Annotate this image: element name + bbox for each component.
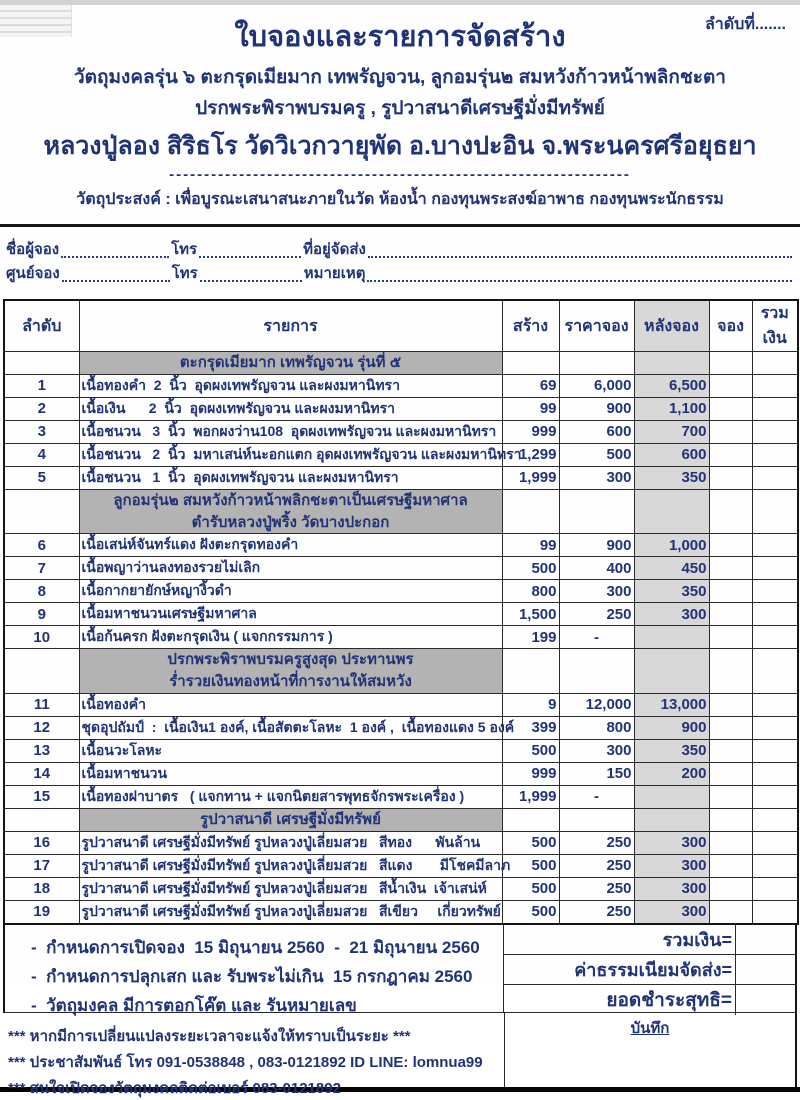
post-order-price-cell: 200 (634, 762, 709, 785)
item-row (4, 716, 798, 739)
order-qty-cell (709, 716, 752, 739)
qty-made-cell: 999 (502, 762, 559, 785)
col-header-item: รายการ (79, 300, 502, 352)
qty-made-cell: 1,999 (502, 785, 559, 808)
item-description: เนื้อทองคำ 2 นิ้ว อุดผงเทพรัญจวน และผงมหานิทรา (79, 374, 502, 397)
item-row (4, 374, 798, 397)
post-order-price-cell: 300 (634, 900, 709, 924)
row-number-cell: 15 (4, 785, 79, 808)
qty-made-cell: 500 (502, 831, 559, 854)
post-order-price-cell: 13,000 (634, 693, 709, 716)
qty-made-cell: 500 (502, 877, 559, 900)
order-qty-cell (709, 739, 752, 762)
item-description: เนื้อนวะโลหะ (79, 739, 502, 762)
page-title: ใบจองและรายการจัดสร้าง (234, 21, 566, 53)
booking-center-label: ศูนย์จอง (6, 265, 60, 282)
dotted-fill-line (199, 256, 301, 258)
order-qty-cell (709, 374, 752, 397)
schedule-notes-cell (3, 925, 504, 1013)
total-amount-row (504, 925, 795, 955)
post-order-price-cell (634, 352, 709, 375)
row-number-cell: 4 (4, 443, 79, 466)
qty-made-cell: 69 (502, 374, 559, 397)
order-table-body (4, 352, 798, 924)
section-title: ปรกพระพิราพบรมครูสูงสุด ประทานพร ร่ำรวยเงินทองหน้าที่การงานให้สมหวัง (79, 649, 502, 694)
item-row (4, 603, 798, 626)
qty-made-cell (502, 649, 559, 694)
pre-order-price-cell: 900 (559, 397, 634, 420)
shipping-fee-box (735, 955, 795, 984)
post-order-price-cell: 1,000 (634, 534, 709, 557)
pre-order-price-cell: - (559, 626, 634, 649)
item-description: เนื้อเสน่ห์จันทร์แดง ฝังตะกรุดทองคำ (79, 534, 502, 557)
qty-made-cell: 800 (502, 580, 559, 603)
subtitle-line-1: วัตถุมงคลรุ่น ๖ ตะกรุดเมียมาก เทพรัญจวน, ลูกอมรุ่น๒ สมหวังก้าวหน้าพลิกชะตา (74, 67, 726, 88)
order-qty-cell (709, 466, 752, 489)
booking-center-line (6, 261, 794, 285)
row-total-cell (752, 397, 798, 420)
phone-label: โทร (171, 241, 198, 258)
row-total-cell (752, 785, 798, 808)
qty-made-cell: 500 (502, 854, 559, 877)
row-number-cell: 13 (4, 739, 79, 762)
item-description: รูปวาสนาดี เศรษฐีมั่งมีทรัพย์ รูปหลวงปู่เลี่ยมสวย สีแดง มีโชคมีลาภ (79, 854, 502, 877)
item-description: เนื้อเงิน 2 นิ้ว อุดผงเทพรัญจวน และผงมหานิทรา (79, 397, 502, 420)
footnote: *** หากมีการเปลี่ยนแปลงระยะเวลาจะแจ้งให้ทราบเป็นระยะ *** (8, 1027, 411, 1045)
column-header-row (4, 300, 798, 352)
pre-order-price-cell: 300 (559, 466, 634, 489)
row-total-cell (752, 466, 798, 489)
pre-order-price-cell: 300 (559, 739, 634, 762)
pre-order-price-cell: 6,000 (559, 374, 634, 397)
row-total-cell (752, 739, 798, 762)
order-qty-cell (709, 854, 752, 877)
item-description: รูปวาสนาดี เศรษฐีมั่งมีทรัพย์ รูปหลวงปู่เลี่ยมสวย สีน้ำเงิน เจ้าเสน่ห์ (79, 877, 502, 900)
qty-made-cell: 9 (502, 693, 559, 716)
section-header-row (4, 352, 798, 375)
post-order-price-cell: 350 (634, 580, 709, 603)
qty-made-cell: 1,500 (502, 603, 559, 626)
order-qty-cell (709, 626, 752, 649)
dotted-fill-line (62, 280, 170, 282)
section-index-cell (4, 808, 79, 831)
order-qty-cell (709, 489, 752, 534)
order-qty-cell (709, 420, 752, 443)
item-description: เนื้อชนวน 1 นิ้ว อุดผงเทพรัญจวน และผงมหานิทรา (79, 466, 502, 489)
order-items-table (3, 299, 799, 925)
item-description: เนื้อพญาว่านลงทองรวยไม่เลิก (79, 557, 502, 580)
footnotes-block (3, 1013, 504, 1097)
item-description: เนื้อมหาชนวน (79, 762, 502, 785)
qty-made-cell: 1,299 (502, 443, 559, 466)
shipping-address-label: ที่อยู่จัดส่ง (303, 241, 366, 258)
col-header-after-price: หลังจอง (634, 300, 709, 352)
section-title: รูปวาสนาดี เศรษฐีมั่งมีทรัพย์ (79, 808, 502, 831)
row-total-cell (752, 557, 798, 580)
dotted-fill-line (368, 256, 792, 258)
order-qty-cell (709, 808, 752, 831)
post-order-price-cell: 300 (634, 854, 709, 877)
qty-made-cell: 500 (502, 739, 559, 762)
row-number-cell: 9 (4, 603, 79, 626)
item-row (4, 557, 798, 580)
row-number-cell: 19 (4, 900, 79, 924)
pre-order-price-cell (559, 649, 634, 694)
col-header-preorder-price: ราคาจอง (559, 300, 634, 352)
dotted-fill-line (200, 280, 302, 282)
remark-label: หมายเหตุ (303, 265, 366, 282)
row-total-cell (752, 603, 798, 626)
post-order-price-cell (634, 649, 709, 694)
pre-order-price-cell: 250 (559, 900, 634, 924)
col-header-order-qty: จอง (709, 300, 752, 352)
post-order-price-cell (634, 808, 709, 831)
order-qty-cell (709, 877, 752, 900)
order-qty-cell (709, 534, 752, 557)
post-order-price-cell: 1,100 (634, 397, 709, 420)
item-description: เนื้อชนวน 3 นิ้ว พอกผงว่าน108 อุดผงเทพรัญจวน และผงมหานิทรา (79, 420, 502, 443)
row-number-cell: 10 (4, 626, 79, 649)
qty-made-cell: 199 (502, 626, 559, 649)
row-number-cell: 11 (4, 693, 79, 716)
pre-order-price-cell: 250 (559, 877, 634, 900)
row-number-cell: 8 (4, 580, 79, 603)
item-description: รูปวาสนาดี เศรษฐีมั่งมีทรัพย์ รูปหลวงปู่เลี่ยมสวย สีเขียว เกี่ยวทรัพย์ (79, 900, 502, 924)
row-total-cell (752, 443, 798, 466)
pre-order-price-cell: 800 (559, 716, 634, 739)
item-description: เนื้อทองคำ (79, 693, 502, 716)
post-order-price-cell: 300 (634, 877, 709, 900)
pre-order-price-cell: 900 (559, 534, 634, 557)
section-index-cell (4, 489, 79, 534)
dotted-fill-line (61, 256, 169, 258)
row-total-cell (752, 626, 798, 649)
item-description: เนื้อทองฝาบาตร ( แจกทาน + แจกนิตยสารพุทธจักรพระเครื่อง ) (79, 785, 502, 808)
post-order-price-cell (634, 626, 709, 649)
row-total-cell (752, 534, 798, 557)
item-row (4, 580, 798, 603)
row-total-cell (752, 420, 798, 443)
row-number-cell: 7 (4, 557, 79, 580)
memo-box (504, 1013, 797, 1087)
pre-order-price-cell: 500 (559, 443, 634, 466)
order-qty-cell (709, 900, 752, 924)
pre-order-price-cell: 150 (559, 762, 634, 785)
pre-order-price-cell (559, 352, 634, 375)
pre-order-price-cell: 250 (559, 603, 634, 626)
subtitle-line-2: ปรกพระพิราพบรมครู , รูปวาสนาดีเศรษฐีมั่งมีทรัพย์ (195, 98, 605, 119)
purpose-line: วัตถุประสงค์ : เพื่อบูรณะเสนาสนะภายในวัด ห้องน้ำ กองทุนพระสงฆ์อาพาธ กองทุนพระนักธรรม (76, 191, 724, 208)
qty-made-cell: 500 (502, 900, 559, 924)
qty-made-cell (502, 352, 559, 375)
row-total-cell (752, 854, 798, 877)
pre-order-price-cell: 300 (559, 580, 634, 603)
qty-made-cell: 500 (502, 557, 559, 580)
order-qty-cell (709, 649, 752, 694)
row-number-cell: 2 (4, 397, 79, 420)
pre-order-price-cell: 250 (559, 854, 634, 877)
row-number-cell: 17 (4, 854, 79, 877)
row-number-cell: 1 (4, 374, 79, 397)
dashed-divider: ------------------------------------------------------------------ (169, 166, 631, 183)
order-qty-cell (709, 693, 752, 716)
item-row (4, 626, 798, 649)
form-header (0, 5, 800, 227)
item-description: เนื้อชนวน 2 นิ้ว มหาเสน่ห์นะอกแตก อุดผงเทพรัญจวน และผงมหานิทรา (79, 443, 502, 466)
booker-line (6, 237, 794, 261)
row-total-cell (752, 762, 798, 785)
item-description: เนื้อก้นครก ฝังตะกรุดเงิน ( แจกกรรมการ ) (79, 626, 502, 649)
section-title: ตะกรุดเมียมาก เทพรัญจวน รุ่นที่ ๕ (79, 352, 502, 375)
booking-info-area (0, 227, 800, 291)
memo-label: บันทึก (630, 1019, 670, 1037)
schedule-note: - กำหนดการเปิดจอง 15 มิถุนายน 2560 - 21 มิถุนายน 2560 (31, 937, 480, 957)
row-total-cell (752, 580, 798, 603)
qty-made-cell: 999 (502, 420, 559, 443)
row-total-cell (752, 693, 798, 716)
total-amount-box (735, 925, 795, 954)
row-total-cell (752, 374, 798, 397)
footnote: *** สนใจเปิดจองวัตถุมงคลติดต่อเบอร์ 083-0121892 (8, 1079, 341, 1097)
post-order-price-cell: 450 (634, 557, 709, 580)
section-header-row (4, 489, 798, 534)
row-total-cell (752, 831, 798, 854)
booker-name-label: ชื่อผู้จอง (6, 241, 60, 258)
col-header-made: สร้าง (502, 300, 559, 352)
row-number-cell: 3 (4, 420, 79, 443)
order-qty-cell (709, 785, 752, 808)
post-order-price-cell: 900 (634, 716, 709, 739)
item-row (4, 420, 798, 443)
row-total-cell (752, 900, 798, 924)
item-description: รูปวาสนาดี เศรษฐีมั่งมีทรัพย์ รูปหลวงปู่เลี่ยมสวย สีทอง พันล้าน (79, 831, 502, 854)
temple-name-line: หลวงปู่ลอง สิริธโร วัดวิเวกวายุพัด อ.บางปะอิน จ.พระนครศรีอยุธยา (43, 132, 757, 160)
item-row (4, 534, 798, 557)
qty-made-cell (502, 489, 559, 534)
item-row (4, 900, 798, 924)
item-row (4, 831, 798, 854)
order-qty-cell (709, 443, 752, 466)
section-header-row (4, 808, 798, 831)
item-row (4, 762, 798, 785)
item-row (4, 693, 798, 716)
pre-order-price-cell: - (559, 785, 634, 808)
pre-order-price-cell: 400 (559, 557, 634, 580)
item-description: ชุดอุปถัมป์ : เนื้อเงิน1 องค์, เนื้อสัตตะโลหะ 1 องค์ , เนื้อทองแดง 5 องค์ (79, 716, 502, 739)
row-number-cell: 14 (4, 762, 79, 785)
item-row (4, 785, 798, 808)
row-total-cell (752, 489, 798, 534)
item-row (4, 466, 798, 489)
order-qty-cell (709, 352, 752, 375)
totals-column (504, 925, 797, 1013)
bottom-area (3, 1013, 797, 1097)
post-order-price-cell: 350 (634, 739, 709, 762)
schedule-note: - วัตถุมงคล มีการตอกโค๊ต และ รันหมายเลข (31, 995, 357, 1015)
schedule-note: - กำหนดการปลุกเสก และ รับพระไม่เกิน 15 กรกฎาคม 2560 (31, 966, 473, 986)
pre-order-price-cell (559, 489, 634, 534)
post-order-price-cell (634, 785, 709, 808)
order-qty-cell (709, 557, 752, 580)
row-number-cell: 5 (4, 466, 79, 489)
row-number-cell: 16 (4, 831, 79, 854)
row-number-cell: 18 (4, 877, 79, 900)
pre-order-price-cell: 12,000 (559, 693, 634, 716)
qty-made-cell: 99 (502, 397, 559, 420)
footnote: *** ประชาสัมพันธ์ โทร 091-0538848 , 083-0121892 ID LINE: lomnua99 (8, 1053, 483, 1071)
item-row (4, 854, 798, 877)
post-order-price-cell: 600 (634, 443, 709, 466)
item-row (4, 739, 798, 762)
pre-order-price-cell: 600 (559, 420, 634, 443)
phone-label: โทร (171, 265, 198, 282)
section-title: ลูกอมรุ่น๒ สมหวังก้าวหน้าพลิกชะตาเป็นเศรษฐีมหาศาล ตำรับหลวงปู่พริ้ง วัดบางปะกอก (79, 489, 502, 534)
qty-made-cell (502, 808, 559, 831)
dotted-fill-line (367, 280, 792, 282)
qty-made-cell: 399 (502, 716, 559, 739)
qty-made-cell: 99 (502, 534, 559, 557)
item-row (4, 443, 798, 466)
shipping-fee-label: ค่าธรรมเนียมจัดส่ง= (574, 959, 732, 980)
post-order-price-cell: 300 (634, 831, 709, 854)
row-number-cell: 6 (4, 534, 79, 557)
net-total-box (735, 985, 795, 1015)
order-qty-cell (709, 580, 752, 603)
row-total-cell (752, 352, 798, 375)
col-header-index: ลำดับ (4, 300, 79, 352)
pre-order-price-cell (559, 808, 634, 831)
summary-area (3, 925, 797, 1013)
row-total-cell (752, 716, 798, 739)
post-order-price-cell: 300 (634, 603, 709, 626)
row-total-cell (752, 649, 798, 694)
post-order-price-cell: 350 (634, 466, 709, 489)
section-index-cell (4, 649, 79, 694)
post-order-price-cell (634, 489, 709, 534)
shipping-fee-row (504, 955, 795, 985)
net-total-row (504, 985, 795, 1015)
item-row (4, 397, 798, 420)
order-qty-cell (709, 762, 752, 785)
order-qty-cell (709, 603, 752, 626)
row-total-cell (752, 877, 798, 900)
post-order-price-cell: 6,500 (634, 374, 709, 397)
item-row (4, 877, 798, 900)
total-amount-label: รวมเงิน= (662, 929, 732, 950)
row-number-cell: 12 (4, 716, 79, 739)
qty-made-cell: 1,999 (502, 466, 559, 489)
col-header-total: รวมเงิน (752, 300, 798, 352)
section-header-row (4, 649, 798, 694)
order-qty-cell (709, 397, 752, 420)
order-qty-cell (709, 831, 752, 854)
item-description: เนื้อมหาชนวนเศรษฐีมหาศาล (79, 603, 502, 626)
pre-order-price-cell: 250 (559, 831, 634, 854)
scan-corner-artifact (0, 5, 72, 37)
section-index-cell (4, 352, 79, 375)
post-order-price-cell: 700 (634, 420, 709, 443)
order-number-label: ลำดับที่....... (705, 16, 786, 33)
item-description: เนื้อกากยายักษ์หญางิ้วดำ (79, 580, 502, 603)
net-total-label: ยอดชำระสุทธิ= (606, 989, 732, 1011)
row-total-cell (752, 808, 798, 831)
